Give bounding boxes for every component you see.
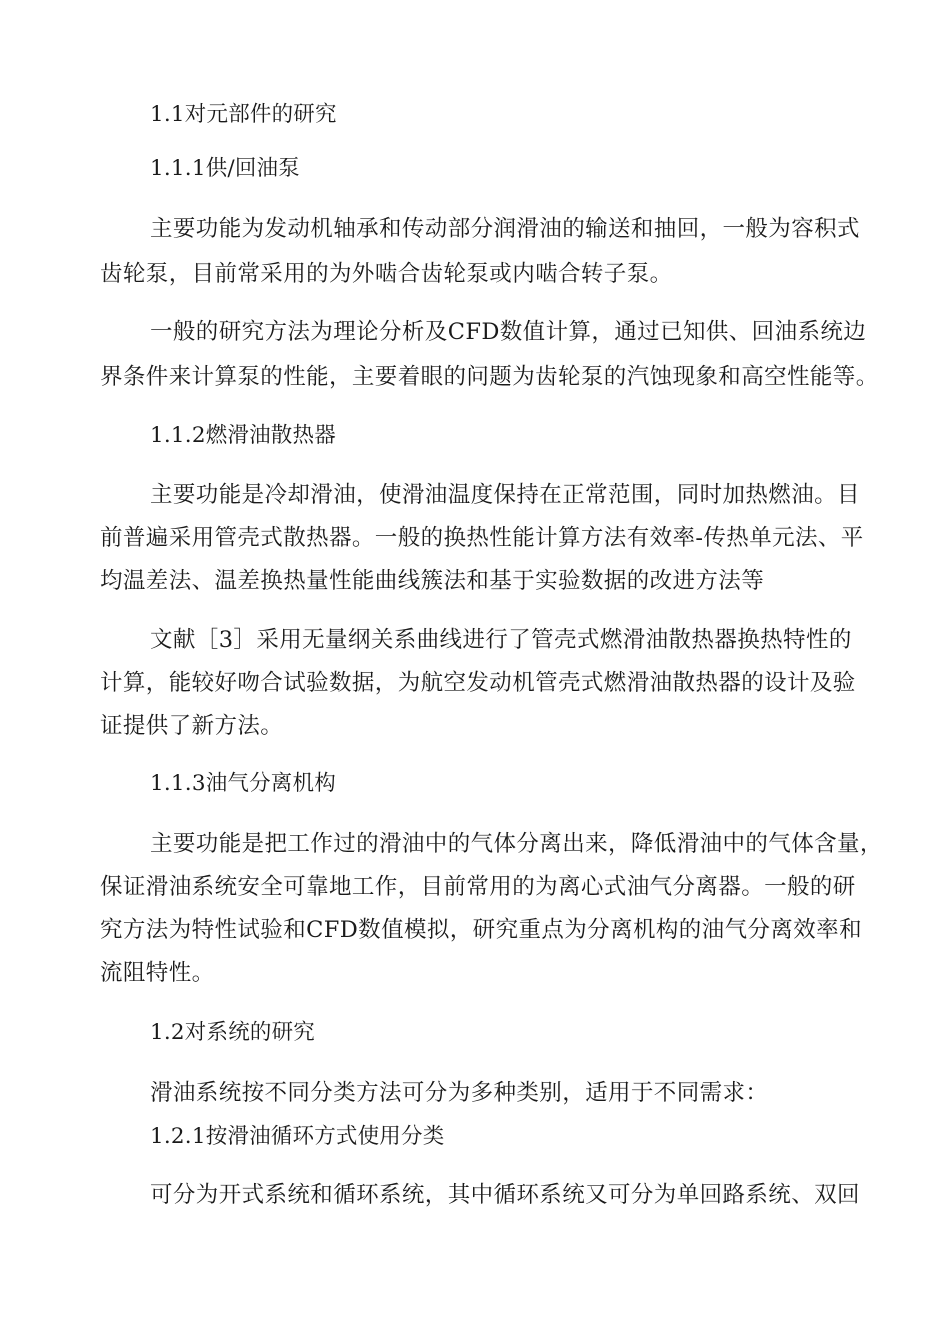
paragraph-line: 主要功能是把工作过的滑油中的气体分离出来，降低滑油中的气体含量， bbox=[150, 831, 883, 857]
heading-1-1-3: 1.1.3油气分离机构 bbox=[150, 771, 336, 796]
paragraph-line: 文献［3］采用无量纲关系曲线进行了管壳式燃滑油散热器换热特性的 bbox=[150, 627, 852, 653]
heading-1-1-1: 1.1.1供/回油泵 bbox=[150, 156, 300, 181]
heading-1-2: 1.2对系统的研究 bbox=[150, 1020, 315, 1045]
paragraph-line: 可分为开式系统和循环系统，其中循环系统又可分为单回路系统、双回 bbox=[150, 1182, 860, 1208]
heading-1-1: 1.1对元部件的研究 bbox=[150, 102, 337, 127]
paragraph-line: 齿轮泵，目前常采用的为外啮合齿轮泵或内啮合转子泵。 bbox=[100, 261, 673, 287]
paragraph-line: 前普遍采用管壳式散热器。一般的换热性能计算方法有效率-传热单元法、平 bbox=[100, 525, 864, 551]
paragraph-line: 主要功能为发动机轴承和传动部分润滑油的输送和抽回，一般为容积式 bbox=[150, 216, 860, 242]
paragraph-line: 证提供了新方法。 bbox=[100, 713, 284, 739]
paragraph-line: 界条件来计算泵的性能，主要着眼的问题为齿轮泵的汽蚀现象和高空性能等。 bbox=[100, 364, 879, 390]
heading-1-2-1: 1.2.1按滑油循环方式使用分类 bbox=[150, 1124, 445, 1149]
paragraph-line: 均温差法、温差换热量性能曲线簇法和基于实验数据的改进方法等 bbox=[100, 568, 765, 594]
paragraph-line: 主要功能是冷却滑油，使滑油温度保持在正常范围，同时加热燃油。目 bbox=[150, 482, 860, 508]
paragraph-line: 滑油系统按不同分类方法可分为多种类别，适用于不同需求： bbox=[150, 1080, 769, 1106]
heading-1-1-2: 1.1.2燃滑油散热器 bbox=[150, 423, 336, 448]
paragraph-line: 一般的研究方法为理论分析及CFD数值计算，通过已知供、回油系统边 bbox=[150, 319, 867, 345]
paragraph-line: 计算，能较好吻合试验数据，为航空发动机管壳式燃滑油散热器的设计及验 bbox=[100, 670, 856, 696]
paragraph-line: 流阻特性。 bbox=[100, 960, 215, 986]
paragraph-line: 究方法为特性试验和CFD数值模拟，研究重点为分离机构的油气分离效率和 bbox=[100, 917, 862, 943]
paragraph-line: 保证滑油系统安全可靠地工作，目前常用的为离心式油气分离器。一般的研 bbox=[100, 874, 856, 900]
